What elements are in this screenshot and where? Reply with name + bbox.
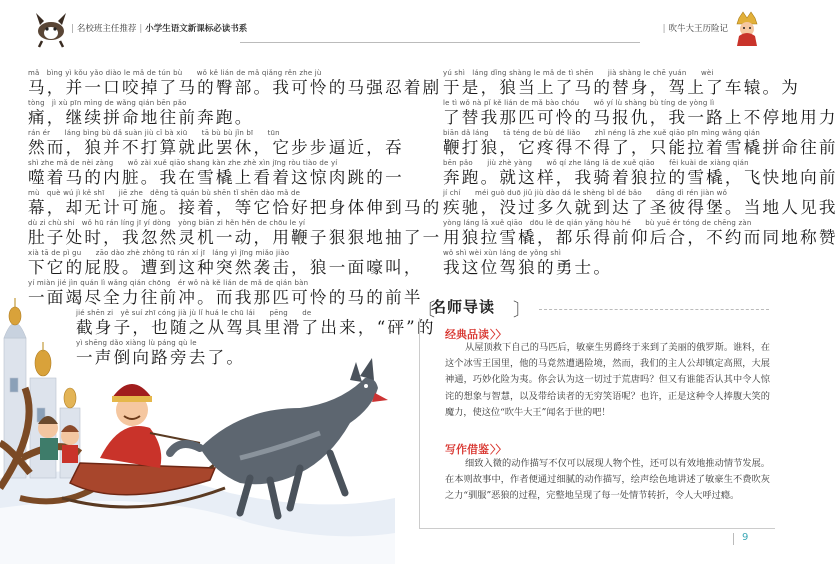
text-line: [28, 128, 404, 157]
sled-wolf-illustration: [0, 258, 395, 564]
text-line: [443, 128, 838, 157]
header-rule: [240, 42, 395, 43]
classic-reading-body: 从屋顶救下自己的马匹后，敏豪生男爵终于来到了美丽的俄罗斯。谁料，在这个冰雪王国里，他的马竟然遭遇险境，然而，我们的主人公却镇定高照，大展神通，巧妙化险为夷。你会认为这一切过于荒唐吗？但又有谁能否认其中令人惊诧的想象与智慧，以及带给读者的无穷笑语呢？也许，正是这种令人捧腹大笑的魔力，使这位“吹牛大王”闻名于世的吧！: [445, 342, 770, 418]
pinyin-line: tòng jì xù pīn mìng de wǎng qián bēn pǎo: [28, 99, 187, 107]
text-line: [443, 188, 838, 217]
text-line: [443, 248, 612, 277]
pinyin-line: yòng láng lā xuě qiāo dōu lè de qián yǎng hòu hé bù yuē ér tóng de chēng zàn: [443, 219, 752, 227]
pinyin-line: jié shēn zi yě suí zhī cóng jià jù lǐ huá le chū lái pēng de: [76, 309, 312, 317]
pinyin-line: jí chí méi guò duō jiǔ jiù dào dá le shèng bǐ dé bǎo dāng dì rén jiàn wǒ: [443, 189, 728, 197]
writing-tips-label: 写作借鉴: [445, 443, 489, 456]
pinyin-line: shì zhe mǎ de nèi zàng wǒ zài xuě qiāo shang kàn zhe zhè xìn jīng ròu tiào de yí: [28, 159, 338, 167]
writing-tips-text: [445, 456, 770, 505]
hanzi-line: 马，并一口咬掉了马的臀部。我可怜的马强忍着剧: [28, 78, 442, 97]
section-title: 名师导读: [431, 298, 496, 316]
pinyin-line: le tì wǒ nà pǐ kě lián de mǎ bào chóu wǒ yí lù shàng bù tíng de yòng lì: [443, 99, 715, 107]
hanzi-line: 截身子，也随之从驾具里滑了出来，“砰”的: [76, 318, 436, 337]
hanzi-line: 一面竭尽全力往前冲。而我那匹可怜的马的前半: [28, 288, 423, 307]
pinyin-line: xià tā de pì gu zāo dào zhè zhǒng tū rán xí jī láng yì jīng miǎo jiào: [28, 249, 290, 257]
hanzi-line: 痛，继续拼命地往前奔跑。: [28, 108, 254, 127]
header-rule-right: [395, 42, 640, 43]
hanzi-line: 鞭打狼，它疼得不得了，只能拉着雪橇拼命往前: [443, 138, 838, 157]
pinyin-line: yì shēng dǎo xiàng lù páng qù le: [76, 339, 197, 347]
text-line: [443, 158, 838, 187]
pinyin-line: bēn pǎo jiù zhè yàng wǒ qí zhe láng lā de xuě qiāo fēi kuài de xiàng qián: [443, 159, 749, 167]
writing-tips-heading: [445, 441, 507, 457]
right-bracket: 〕: [513, 300, 531, 321]
text-line: [443, 98, 838, 127]
page-number: 9: [742, 532, 749, 543]
pinyin-line: yú shì láng dǐng shàng le mǎ de tì shēn jià shàng le chē yuán wèi: [443, 69, 714, 77]
header-series-text: | 名校班主任推荐 | 小学生语文新课标必读书系: [71, 24, 248, 34]
chevron-icon: 〉〉: [490, 328, 507, 341]
hanzi-line: 肚子处时，我忽然灵机一动，用鞭子狠狠地抽了一: [28, 228, 442, 247]
pinyin-line: dù zi chù shí wǒ hū rán líng jī yí dòng yòng biān zi hěn hěn de chōu le yí: [28, 219, 306, 227]
hanzi-line: 然而，狼并不打算就此罢休，它步步逼近，吞: [28, 138, 404, 157]
hanzi-line: 了替我那匹可怜的马报仇，我一路上不停地用力: [443, 108, 838, 127]
text-line: [28, 188, 441, 217]
hanzi-line: 噬着马的内脏。我在雪橇上看着这惊肉跳的一: [28, 168, 404, 187]
text-line: [28, 68, 441, 97]
page-number-bar: [733, 533, 734, 545]
left-bracket: 〔: [417, 300, 435, 321]
classic-reading-label: 经典品读: [445, 328, 489, 341]
text-line: [443, 68, 800, 97]
book-title: 吹牛大王历险记: [668, 24, 728, 34]
guide-section-header: [417, 296, 777, 320]
pinyin-line: mù què wú jì kě shī jiē zhe děng tā quán bù shēn tǐ shēn dào mǎ de: [28, 189, 301, 197]
hanzi-line: 用狼拉雪橇，都乐得前仰后合，不约而同地称赞: [443, 228, 838, 247]
header-series: 小学生语文新课标必读书系: [145, 24, 248, 34]
text-line: [28, 98, 254, 127]
hanzi-line: 幕，却无计可施。接着，等它恰好把身体伸到马的: [28, 198, 442, 217]
hanzi-line: 疾驰，没过多久就到达了圣彼得堡。当地人见我: [443, 198, 838, 217]
pinyin-line: mǎ bìng yì kǒu yǎo diào le mǎ de tún bù wǒ kě lián de mǎ qiǎng rěn zhe jù: [28, 69, 322, 77]
header-book-title: | 吹牛大王历险记: [662, 24, 728, 34]
hanzi-line: 我这位驾狼的勇士。: [443, 258, 613, 277]
hanzi-line: 奔跑。就这样，我骑着狼拉的雪橇，飞快地向前: [443, 168, 838, 187]
baron-figure: [100, 384, 200, 468]
pinyin-line: biān dǎ láng tā téng de bù dé liǎo zhǐ néng lā zhe xuě qiāo pīn mìng wǎng qián: [443, 129, 761, 137]
hanzi-line: 一声倒向路旁去了。: [76, 348, 246, 367]
hanzi-line: 下它的屁股。遭到这种突然袭击，狼一面嚎叫，: [28, 258, 423, 277]
text-line: [443, 218, 838, 247]
pinyin-line: rán ér láng bìng bù dǎ suàn jiù cǐ bà xiū tā bù bù jǐn bī tūn: [28, 129, 280, 137]
right-page: [395, 0, 838, 564]
hanzi-line: 于是，狼当上了马的替身，驾上了车辕。为: [443, 78, 801, 97]
title-rule: [539, 309, 769, 310]
chevron-icon: 〉〉: [490, 443, 507, 456]
text-line: [28, 158, 404, 187]
writing-tips-body: 细致入微的动作描写不仅可以展现人物个性，还可以有效地推动情节发展。在本则故事中，作者便通过细腻的动作描写，绘声绘色地讲述了敏豪生不费吹灰之力“驯服”恶狼的过程，完整地呈现了每一处情节转折，令人大呼过瘾。: [445, 458, 770, 502]
king-mascot-icon: [733, 10, 763, 46]
classic-reading-text: [445, 340, 770, 421]
pinyin-line: wǒ shì wèi xùn láng de yǒng shì: [443, 249, 562, 257]
header-recommend: 名校班主任推荐: [76, 24, 137, 34]
text-line: [28, 218, 441, 247]
pinyin-line: yí miàn jié jìn quán lì wǎng qián chōng ér wǒ nà kě lián de mǎ de qián bàn: [28, 279, 309, 287]
